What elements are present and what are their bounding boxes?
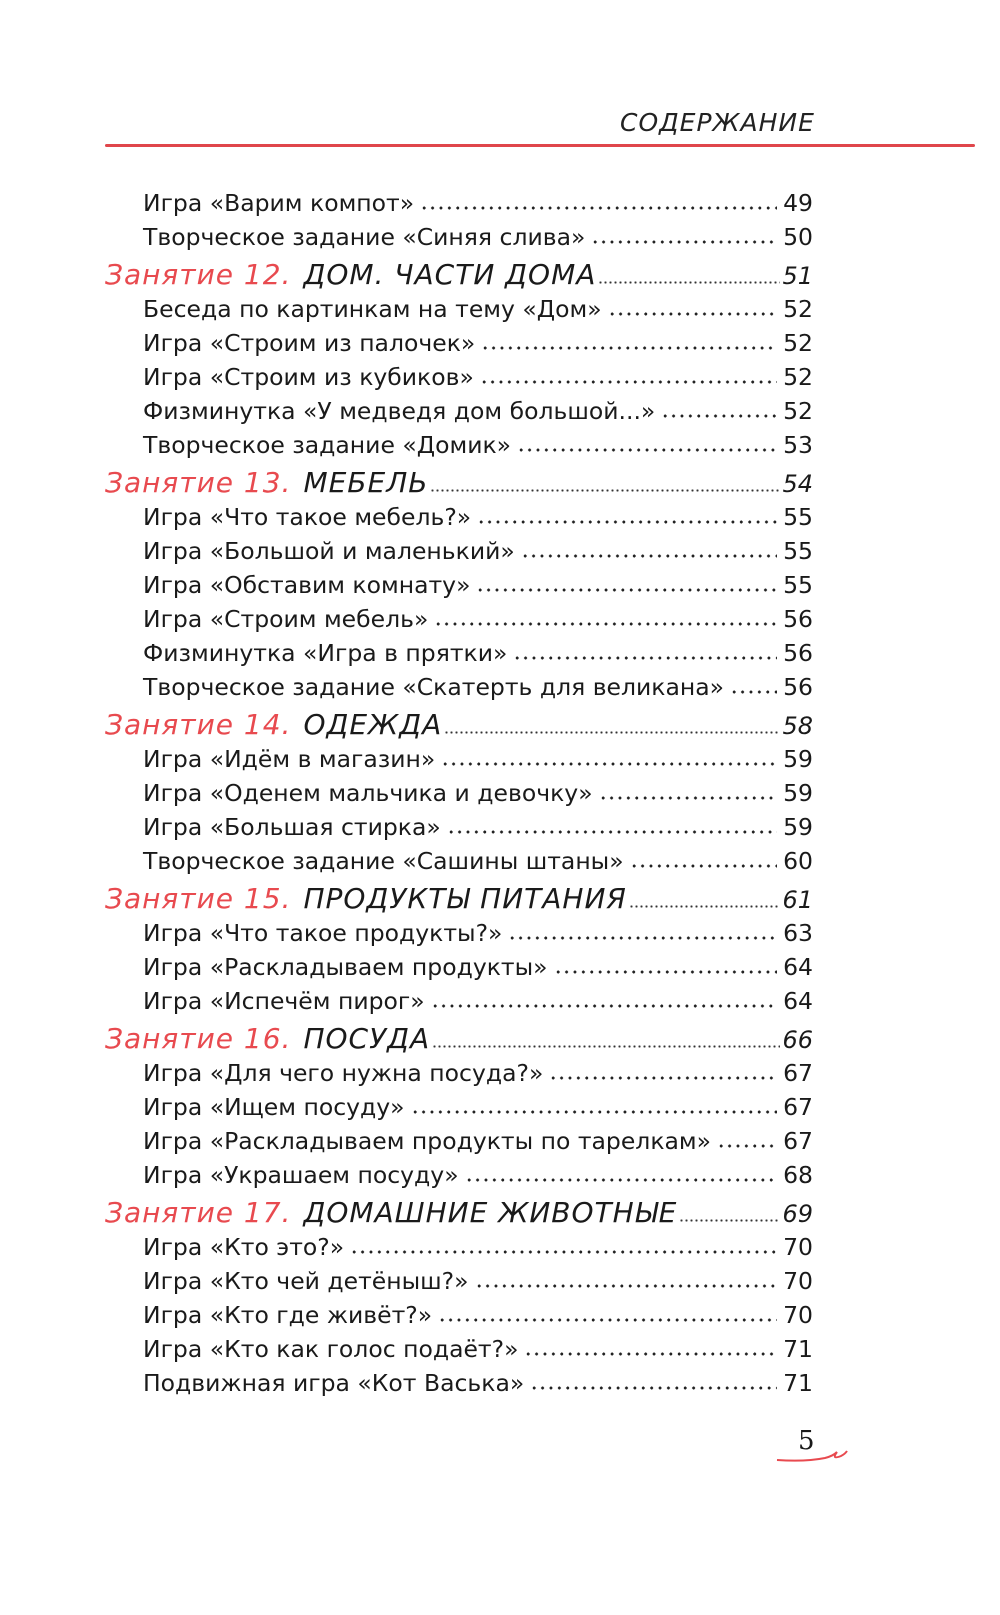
dot-leader [481,346,777,350]
entry-title: Игра «Раскладываем продукты по тарелкам» [143,1127,712,1155]
toc-entry[interactable] [105,534,813,568]
dot-leader [521,554,777,558]
entry-page: 60 [783,847,813,875]
dot-leader [598,281,780,284]
lesson-number: Занятие 13. [105,466,292,499]
toc-entry[interactable] [105,984,813,1018]
toc-entry[interactable] [105,326,813,360]
entry-page: 58 [782,712,813,740]
lesson-number: Занятие 14. [105,708,292,741]
toc-entry[interactable] [105,670,813,704]
toc-entry[interactable] [105,500,813,534]
entry-page: 56 [783,673,813,701]
entry-page: 54 [782,470,813,498]
dot-leader [430,489,780,492]
lesson-number: Занятие 16. [105,1022,292,1055]
entry-page: 55 [783,503,813,531]
toc-entry[interactable] [105,1230,813,1264]
toc-lesson-heading[interactable] [105,254,813,292]
toc-entry[interactable] [105,950,813,984]
toc-entry[interactable] [105,1056,813,1090]
entry-page: 55 [783,571,813,599]
dot-leader [599,796,778,800]
dot-leader [441,762,777,766]
toc-entry[interactable] [105,776,813,810]
toc-entry[interactable] [105,636,813,670]
entry-page: 52 [783,363,813,391]
dot-leader [513,656,777,660]
entry-title: Игра «Строим из кубиков» [143,363,474,391]
dot-leader [475,1284,778,1288]
entry-page: 70 [783,1267,813,1295]
entry-page: 52 [783,397,813,425]
entry-title: Игра «Раскладываем продукты» [143,953,548,981]
entry-page: 52 [783,329,813,357]
toc-entry[interactable] [105,1332,813,1366]
dot-leader [431,1004,777,1008]
entry-page: 64 [783,953,813,981]
entry-page: 66 [782,1026,813,1054]
toc-entry[interactable] [105,220,813,254]
entry-page: 49 [783,189,813,217]
entry-page: 50 [783,223,813,251]
toc-entry[interactable] [105,428,813,462]
entry-page: 67 [783,1093,813,1121]
entry-page: 51 [782,262,813,290]
dot-leader [480,380,777,384]
dot-leader [530,1386,777,1390]
dot-leader [432,1045,780,1048]
toc-lesson-heading[interactable] [105,878,813,916]
page-number: 5 [798,1426,815,1456]
dot-leader [350,1250,777,1254]
entry-page: 69 [782,1200,813,1228]
entry-title: Игра «Варим компот» [143,189,415,217]
dot-leader [717,1144,777,1148]
entry-title: ДОМАШНИЕ ЖИВОТНЫЕ [303,1196,678,1229]
dot-leader [591,240,777,244]
toc-entry[interactable] [105,844,813,878]
entry-page: 55 [783,537,813,565]
page-number-swash-icon [775,1448,850,1464]
toc-lesson-heading[interactable] [105,1192,813,1230]
entry-title: Беседа по картинкам на тему «Дом» [143,295,602,323]
toc-lesson-heading[interactable] [105,1018,813,1056]
entry-title: Творческое задание «Синяя слива» [143,223,586,251]
toc-lesson-heading[interactable] [105,704,813,742]
entry-title: Игра «Кто это?» [143,1233,345,1261]
entry-title: Игра «Что такое продукты?» [143,919,503,947]
entry-page: 64 [783,987,813,1015]
entry-title: Игра «Кто чей детёныш?» [143,1267,469,1295]
table-of-contents [105,186,813,1400]
toc-entry[interactable] [105,742,813,776]
entry-page: 56 [783,605,813,633]
entry-title: МЕБЕЛЬ [303,466,429,499]
dot-leader [524,1352,777,1356]
dot-leader [444,731,780,734]
entry-page: 59 [783,779,813,807]
dot-leader [517,448,777,452]
entry-title: Игра «Для чего нужна посуда?» [143,1059,544,1087]
toc-lesson-heading[interactable] [105,462,813,500]
dot-leader [420,206,777,210]
lesson-number: Занятие 15. [105,882,292,915]
entry-title: Игра «Украшаем посуду» [143,1161,459,1189]
entry-title: Игра «Идём в магазин» [143,745,436,773]
lesson-number: Занятие 17. [105,1196,292,1229]
entry-title: Творческое задание «Скатерть для великана» [143,673,725,701]
toc-entry[interactable] [105,1264,813,1298]
dot-leader [477,520,777,524]
dot-leader [608,312,777,316]
entry-page: 59 [783,745,813,773]
entry-page: 70 [783,1301,813,1329]
entry-page: 59 [783,813,813,841]
toc-entry[interactable] [105,602,813,636]
entry-page: 53 [783,431,813,459]
entry-page: 70 [783,1233,813,1261]
entry-title: Творческое задание «Домик» [143,431,512,459]
entry-title: Игра «Оденем мальчика и девочку» [143,779,593,807]
toc-entry[interactable] [105,810,813,844]
entry-title: Игра «Большой и маленький» [143,537,515,565]
dot-leader [629,905,781,908]
toc-entry[interactable] [105,394,813,428]
dot-leader [434,622,777,626]
dot-leader [661,414,777,418]
entry-title: ПРОДУКТЫ ПИТАНИЯ [303,882,627,915]
entry-page: 56 [783,639,813,667]
toc-entry[interactable] [105,1298,813,1332]
entry-title: Игра «Что такое мебель?» [143,503,472,531]
toc-entry[interactable] [105,1124,813,1158]
entry-title: Творческое задание «Сашины штаны» [143,847,624,875]
entry-title: Игра «Ищем посуду» [143,1093,405,1121]
entry-title: Физминутка «У медведя дом большой...» [143,397,656,425]
entry-title: Физминутка «Игра в прятки» [143,639,508,667]
toc-entry[interactable] [105,916,813,950]
dot-leader [465,1178,778,1182]
entry-title: Игра «Испечём пирог» [143,987,425,1015]
toc-entry[interactable] [105,360,813,394]
dot-leader [438,1318,777,1322]
entry-title: Игра «Строим из палочек» [143,329,476,357]
entry-title: Подвижная игра «Кот Васька» [143,1369,525,1397]
entry-page: 71 [783,1369,813,1397]
entry-page: 68 [783,1161,813,1189]
dot-leader [411,1110,778,1114]
toc-entry[interactable] [105,568,813,602]
toc-entry[interactable] [105,1158,813,1192]
entry-title: Игра «Обставим комнату» [143,571,471,599]
entry-title: Игра «Кто где живёт?» [143,1301,433,1329]
entry-title: Игра «Большая стирка» [143,813,441,841]
entry-page: 71 [783,1335,813,1363]
toc-entry[interactable] [105,186,813,220]
entry-page: 61 [782,886,813,914]
toc-entry[interactable] [105,1366,813,1400]
dot-leader [476,588,777,592]
dot-leader [730,690,777,694]
entry-title: ПОСУДА [303,1022,431,1055]
entry-title: ОДЕЖДА [303,708,443,741]
dot-leader [508,936,777,940]
toc-entry[interactable] [105,1090,813,1124]
toc-entry[interactable] [105,292,813,326]
entry-title: ДОМ. ЧАСТИ ДОМА [303,258,597,291]
entry-page: 67 [783,1127,813,1155]
entry-title: Игра «Кто как голос подаёт?» [143,1335,519,1363]
header-rule [105,144,975,147]
entry-title: Игра «Строим мебель» [143,605,429,633]
dot-leader [630,864,777,868]
entry-page: 63 [783,919,813,947]
lesson-number: Занятие 12. [105,258,292,291]
entry-page: 67 [783,1059,813,1087]
dot-leader [554,970,778,974]
entry-page: 52 [783,295,813,323]
dot-leader [679,1219,780,1222]
dot-leader [549,1076,777,1080]
dot-leader [447,830,777,834]
running-header: СОДЕРЖАНИЕ [620,108,815,137]
